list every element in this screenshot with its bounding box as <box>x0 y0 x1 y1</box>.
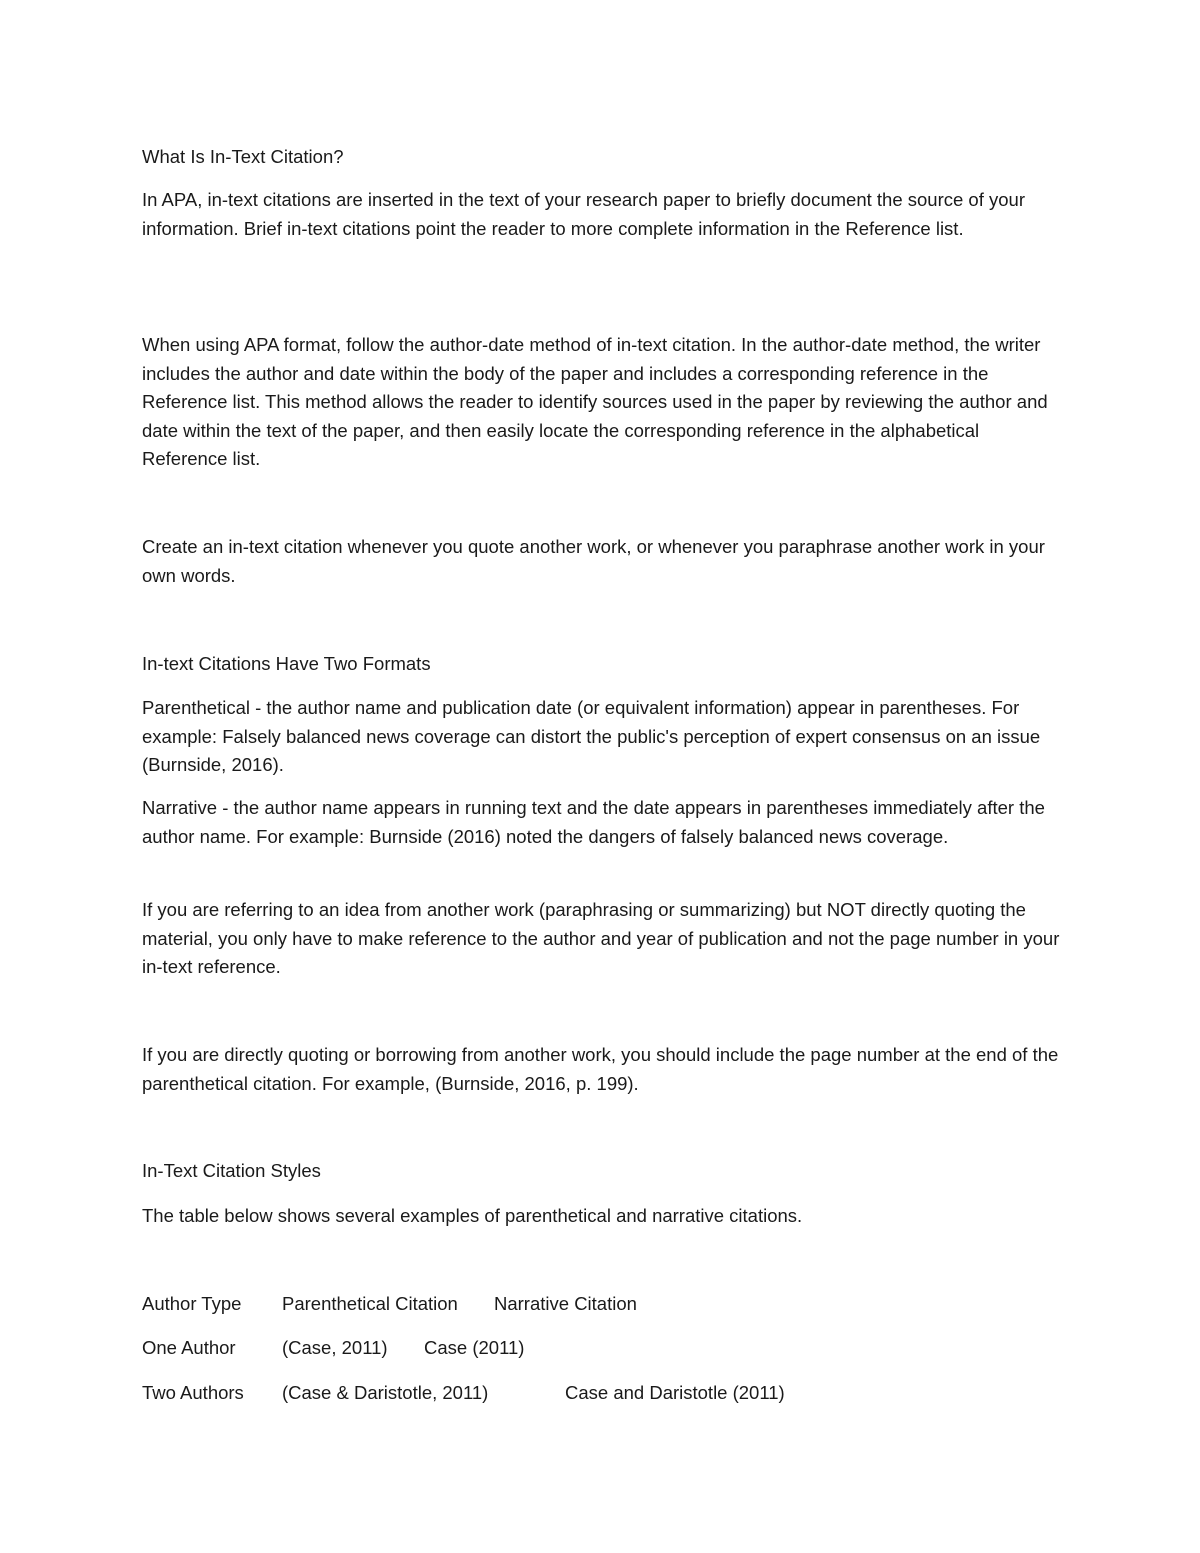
table-cell-narrative: Case and Daristotle (2011) <box>565 1382 785 1403</box>
table-header-author-type: Author Type <box>142 1293 242 1314</box>
paragraph-quoting: If you are directly quoting or borrowing from another work, you should include the page number at the end of the parenthetical citation. For example, (Burnside, 2016, p. 199). <box>142 1044 1059 1094</box>
paragraph-paraphrasing: If you are referring to an idea from another work (paraphrasing or summarizing) but NOT directly quoting the material, you only have to make reference to the author and year of publication and not the page number in your in-text reference. <box>142 899 1060 977</box>
heading-what-is-in-text-citation: What Is In-Text Citation? <box>142 146 344 167</box>
paragraph-apa-intro: In APA, in-text citations are inserted in the text of your research paper to briefly document the source of your information. Brief in-text citations point the reader to more complete information in the Reference list. <box>142 189 1025 239</box>
table-cell-parenthetical: (Case, 2011) <box>282 1337 388 1358</box>
table-cell-parenthetical: (Case & Daristotle, 2011) <box>282 1382 489 1403</box>
paragraph-narrative: Narrative - the author name appears in running text and the date appears in parentheses immediately after the author name. For example: Burnside (2016) noted the dangers of falsely balanced news coverage. <box>142 797 1045 847</box>
heading-two-formats: In-text Citations Have Two Formats <box>142 653 431 674</box>
paragraph-table-intro: The table below shows several examples of parenthetical and narrative citations. <box>142 1205 803 1226</box>
table-cell-narrative: Case (2011) <box>424 1337 525 1358</box>
table-header-narrative: Narrative Citation <box>494 1293 637 1314</box>
table-cell-author-type: One Author <box>142 1337 236 1358</box>
table-header-parenthetical: Parenthetical Citation <box>282 1293 458 1314</box>
paragraph-parenthetical: Parenthetical - the author name and publication date (or equivalent information) appear in parentheses. For example: Falsely balanced news coverage can distort the public's perception of expert consensus on an issue (Burnside, 2016). <box>142 697 1041 775</box>
table-cell-author-type: Two Authors <box>142 1382 244 1403</box>
heading-citation-styles: In-Text Citation Styles <box>142 1160 321 1181</box>
paragraph-author-date-method: When using APA format, follow the author-date method of in-text citation. In the author-date method, the writer includes the author and date within the body of the paper and includes a corresponding reference in the Reference list. This method allows the reader to identify sources used in the paper by reviewing the author and date within the text of the paper, and then easily locate the corresponding reference in the alphabetical Reference list. <box>142 334 1048 469</box>
paragraph-when-to-cite: Create an in-text citation whenever you quote another work, or whenever you paraphrase another work in your own words. <box>142 536 1045 586</box>
